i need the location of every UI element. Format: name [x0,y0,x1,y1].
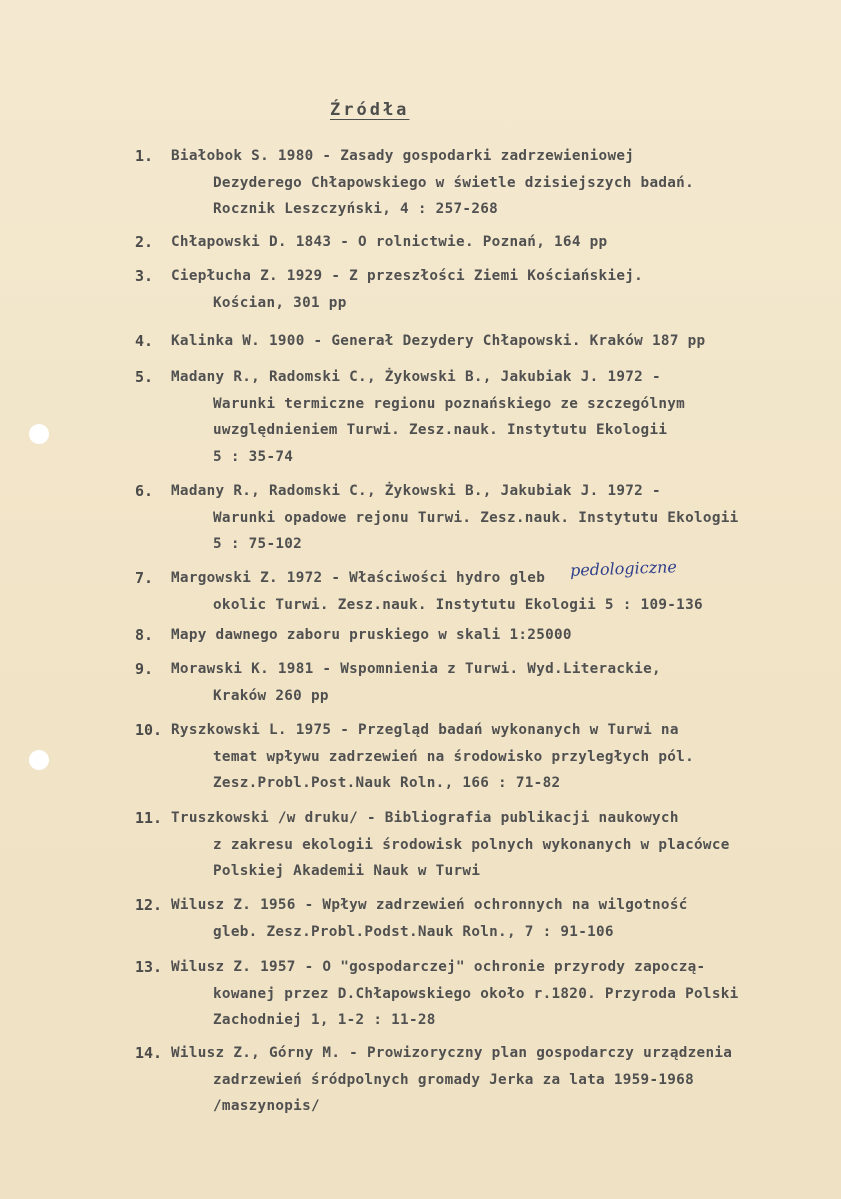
list-item [135,364,835,470]
entry-line: Warunki opadowe rejonu Turwi. Zesz.nauk. Instytutu Ekologii [213,509,739,526]
list-item [135,143,835,223]
entry-number: 5. [135,368,154,386]
entry-line: Chłapowski D. 1843 - O rolnictwie. Poznań, 164 pp [171,234,608,250]
list-item [135,1040,835,1120]
entry-line: Polskiej Akademii Nauk w Turwi [213,863,481,879]
entry-number: 9. [135,660,154,678]
entry-line: Zesz.Probl.Post.Nauk Roln., 166 : 71-82 [213,775,561,791]
entry-line: Mapy dawnego zaboru pruskiego w skali 1:25000 [171,627,572,643]
entry-number: 6. [135,482,154,500]
entry-number: 4. [135,332,154,350]
entry-line: Kraków 260 pp [213,687,329,704]
entry-line: Wilusz Z. 1957 - O "gospodarczej" ochronie przyrody zapoczą- [171,959,706,975]
entry-number: 13. [135,958,163,976]
entry-line: Białobok S. 1980 - Zasady gospodarki zadrzewieniowej [171,148,635,164]
list-item [135,717,835,797]
entry-line: Wilusz Z. 1956 - Wpływ zadrzewień ochronnych na wilgotność [171,897,688,913]
entry-line: Truszkowski /w druku/ - Bibliografia publikacji naukowych [171,810,679,826]
entry-number: 14. [135,1044,163,1062]
list-item [135,805,835,885]
entry-number: 10. [135,721,163,739]
entry-line: Margowski Z. 1972 - Właściwości hydro gleb [171,570,546,586]
entry-number: 3. [135,267,154,285]
entry-line: Warunki termiczne regionu poznańskiego ze szczególnym [213,395,686,412]
entry-line: gleb. Zesz.Probl.Podst.Nauk Roln., 7 : 91-106 [213,923,614,940]
entry-number: 8. [135,626,154,644]
entry-line: Dezyderego Chłapowskiego w świetle dzisiejszych badań. [213,174,695,191]
entry-line: zadrzewień śródpolnych gromady Jerka za lata 1959-1968 [213,1071,695,1088]
list-item [135,565,835,618]
list-item [135,229,835,256]
list-item [135,622,835,649]
handwritten-annotation: pedologiczne [569,557,678,580]
page-title: Źródła [330,100,410,120]
entry-line: temat wpływu zadrzewień na środowisko przyległych pól. [213,748,695,765]
list-item [135,892,835,945]
entry-line: /maszynopis/ [213,1098,320,1114]
list-item [135,328,835,355]
list-item [135,263,835,316]
entry-line: 5 : 75-102 [213,536,303,552]
entry-line: z zakresu ekologii środowisk polnych wykonanych w placówce [213,836,730,853]
list-item [135,478,835,558]
entry-number: 11. [135,809,163,827]
entry-number: 7. [135,569,154,587]
entry-line: Madany R., Radomski C., Żykowski B., Jakubiak J. 1972 - [171,483,661,499]
entry-line: Zachodniej 1, 1-2 : 11-28 [213,1012,436,1028]
entry-line: Kościan, 301 pp [213,294,347,311]
entry-number: 2. [135,233,154,251]
list-item [135,954,835,1034]
entry-line: kowanej przez D.Chłapowskiego około r.1820. Przyroda Polski [213,985,739,1002]
entry-line: Madany R., Radomski C., Żykowski B., Jakubiak J. 1972 - [171,369,661,385]
entry-number: 1. [135,147,154,165]
entry-line: Ryszkowski L. 1975 - Przegląd badań wykonanych w Turwi na [171,722,679,738]
entry-line: Wilusz Z., Górny M. - Prowizoryczny plan gospodarczy urządzenia [171,1045,733,1061]
entry-line: 5 : 35-74 [213,448,294,465]
entry-number: 12. [135,896,163,914]
entry-line: Morawski K. 1981 - Wspomnienia z Turwi. Wyd.Literackie, [171,661,661,677]
entry-line: Ciepłucha Z. 1929 - Z przeszłości Ziemi Kościańskiej. [171,268,644,284]
entry-line: Rocznik Leszczyński, 4 : 257-268 [213,201,499,217]
entry-line: uwzględnieniem Turwi. Zesz.nauk. Instytutu Ekologii [213,422,668,438]
entry-line: okolic Turwi. Zesz.nauk. Instytutu Ekologii 5 : 109-136 [213,596,703,613]
list-item [135,656,835,709]
entry-line: Kalinka W. 1900 - Generał Dezydery Chłapowski. Kraków 187 pp [171,333,706,349]
